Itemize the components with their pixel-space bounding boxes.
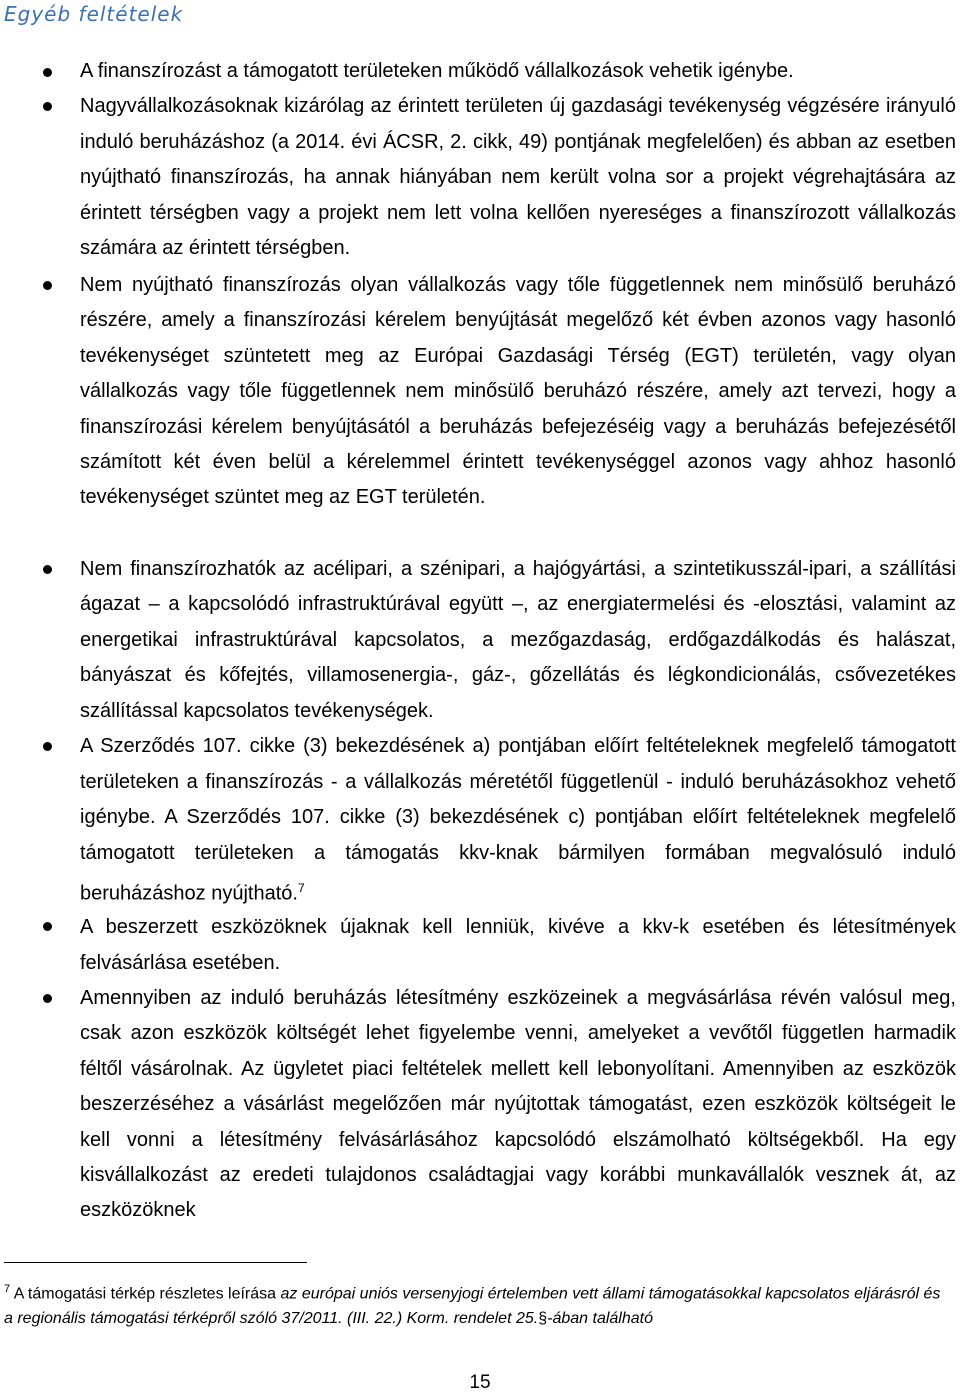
list-item-text: Amennyiben az induló beruházás létesítmény eszközeinek a megvásárlása révén valósul meg, csak azon eszközök költségét lehet figyelembe venni, amelyeket a vevőtől független harmadik féltől vásárolnak. Az ügyletet piaci feltételek mellett kell lebonyolítani. Amennyiben az eszközök beszerzéséhez a vásárlást megelőzően már nyújtottak támogatást, ezen eszközök költségeit le kell vonni a létesítmény felvásárlásához kapcsolódó elszámolható költségekből. Ha egy kisvállalkozást az eredeti tulajdonos családtagjai vagy korábbi munkavállalók vesznek át, az eszközöknek	[80, 987, 956, 1222]
footnote-section-sign: §	[538, 1310, 548, 1328]
list-item-text: A finanszírozást a támogatott területeken működő vállalkozások vehetik igénybe.	[80, 60, 794, 82]
bullet-icon	[43, 922, 52, 931]
conditions-list	[0, 54, 960, 1231]
list-item-text: Nem finanszírozhatók az acélipari, a szénipari, a hajógyártási, a szintetikusszál-ipari, a szállítási ágazat – a kapcsolódó infrastruktúrával együtt –, az energiatermelési és -elosztási, valamint az energetikai infrastruktúrával kapcsolatos, a mezőgazdaság, erdőgazdálkodás és halászat, bányászat és kőfejtés, villamosenergia-, gáz-, gőzellátás és légkondicionálás, csővezetékes szállítással kapcsolatos tevékenységek.	[80, 558, 956, 722]
bullet-icon	[43, 68, 52, 77]
list-item-text-body: A Szerződés 107. cikke (3) bekezdésének a) pontjában előírt feltételeknek megfelelő támogatott területeken a finanszírozás - a vállalkozás méretétől függetlenül - induló beruházásokhoz vehető igénybe. A Szerződés 107. cikke (3) bekezdésének c) pontjában előírt feltételeknek megfelelő támogatott területeken a támogatás kkv-knak bármilyen formában megvalósuló induló beruházáshoz nyújtható.	[80, 735, 956, 906]
list-item	[0, 909, 960, 981]
footnote-number: 7	[4, 1283, 11, 1295]
list-item-text: A beszerzett eszközöknek újaknak kell lenniük, kivéve a kkv-k esetében és létesítmények felvásárlása esetében.	[80, 916, 956, 974]
bullet-icon	[43, 994, 52, 1003]
bullet-icon	[43, 742, 52, 751]
bullet-icon	[43, 102, 52, 111]
list-item-text: Nem nyújtható finanszírozás olyan vállalkozás vagy tőle függetlennek nem minősülő beruházó részére, amely a finanszírozási kérelem benyújtását megelőző két évben azonos vagy hasonló tevékenységet szüntetett meg az Európai Gazdasági Térség (EGT) területén, vagy olyan vállalkozás vagy tőle függetlennek nem minősülő beruházó részére, amely azt tervezi, hogy a finanszírozási kérelem benyújtásától a beruházás befejezéséig vagy a beruházás befejezésétől számított két éven belül a kérelemmel érintett tevékenységgel azonos vagy ahhoz hasonló tevékenységet szüntet meg az EGT területén.	[80, 274, 956, 509]
list-item	[0, 54, 960, 89]
list-item	[0, 89, 960, 268]
list-item	[0, 552, 960, 729]
list-item	[0, 268, 960, 552]
footnote-separator	[4, 1262, 307, 1263]
bullet-icon	[43, 565, 52, 574]
page-number: 15	[469, 1372, 491, 1393]
list-item	[0, 981, 960, 1231]
list-item	[0, 729, 960, 909]
bullet-icon	[43, 281, 52, 290]
list-item-text	[80, 729, 956, 913]
footnote-text: A támogatási térkép részletes leírása	[13, 1285, 277, 1303]
footnote-reference: 7	[297, 881, 305, 896]
footnote-citation-end: -ában található	[547, 1310, 653, 1328]
footnote	[4, 1277, 944, 1331]
section-heading: Egyéb feltételek	[4, 2, 184, 26]
footnote-citation: az európai uniós versenyjogi értelemben vett állami támogatásokkal kapcsolatos eljárásról és a regionális támogatási térképről szóló 37/2011. (III. 22.) Korm. rendelet 25.	[4, 1285, 941, 1328]
list-item-text: Nagyvállalkozásoknak kizárólag az érintett területen új gazdasági tevékenység végzésére irányuló induló beruházáshoz (a 2014. évi ÁCSR, 2. cikk, 49) pontjának megfelelően) és abban az esetben nyújtható finanszírozás, ha annak hiányában nem került volna sor a projekt végrehajtására az érintett térségben vagy a projekt nem lett volna kellően nyereséges a finanszírozott vállalkozás számára az érintett térségben.	[80, 95, 956, 260]
